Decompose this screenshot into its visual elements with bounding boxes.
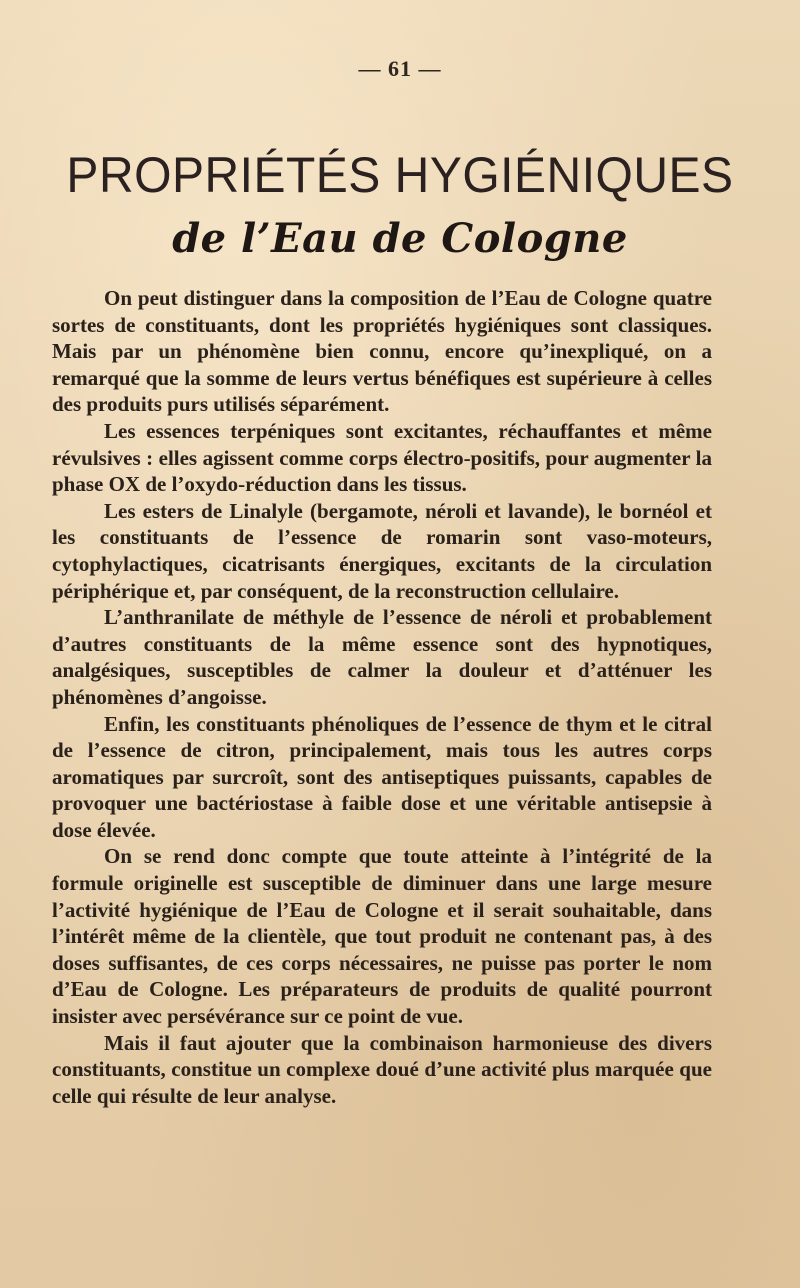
paragraph: On se rend donc compte que toute atteinte à l’intégrité de la formule originelle est susceptible de diminuer dans une large mesure l’activité hygiénique de l’Eau de Cologne et il serait souhaitable, dans l’intérêt même de la clientèle, que tout produit ne contenant pas, à des doses suffisantes, de ces corps nécessaires, ne puisse pas porter le nom d’Eau de Cologne. Les préparateurs de produits de qualité pourront insister avec persévérance sur ce point de vue. xyxy=(52,844,712,1029)
paragraph: Enfin, les constituants phénoliques de l’essence de thym et le citral de l’essence de citron, principalement, mais tous les autres corps aromatiques par surcroît, sont des antiseptiques puissants, capables de provoquer une bactériostase à faible dose et une véritable antisepsie à dose élevée. xyxy=(52,711,712,842)
paragraph: Les esters de Linalyle (bergamote, néroli et lavande), le bornéol et les constituants de l’essence de romarin sont vaso-moteurs, cytophylactiques, cicatrisants énergiques, excitants de la circulation périphérique et, par conséquent, de la reconstruction cellulaire. xyxy=(52,498,712,603)
paragraph: Les essences terpéniques sont excitantes, réchauffantes et même révulsives : elles agissent comme corps électro-positifs, pour augmenter la phase OX de l’oxydo-réduction dans les tissus. xyxy=(52,418,712,497)
page-subtitle: de l’Eau de Cologne xyxy=(172,215,628,262)
body-text xyxy=(52,285,712,1109)
paragraph: On peut distinguer dans la composition de l’Eau de Cologne quatre sortes de constituants, dont les propriétés hygiéniques sont classiques. Mais par un phénomène bien connu, encore qu’inexpliqué, on a remarqué que la somme de leurs vertus bénéfiques est supérieure à celles des produits purs utilisés séparément. xyxy=(52,286,712,417)
paragraph: L’anthranilate de méthyle de l’essence de néroli et probablement d’autres constituants de la même essence sont des hypnotiques, analgésiques, susceptibles de calmer la douleur et d’atténuer les phénomènes d’angoisse. xyxy=(52,605,712,709)
paragraph: Mais il faut ajouter que la combinaison harmonieuse des divers constituants, constitue un complexe doué d’une activité plus marquée que celle qui résulte de leur analyse. xyxy=(52,1030,712,1108)
page-title: PROPRIÉTÉS HYGIÉNIQUES xyxy=(66,147,734,204)
page-number: — 61 — xyxy=(358,56,442,81)
